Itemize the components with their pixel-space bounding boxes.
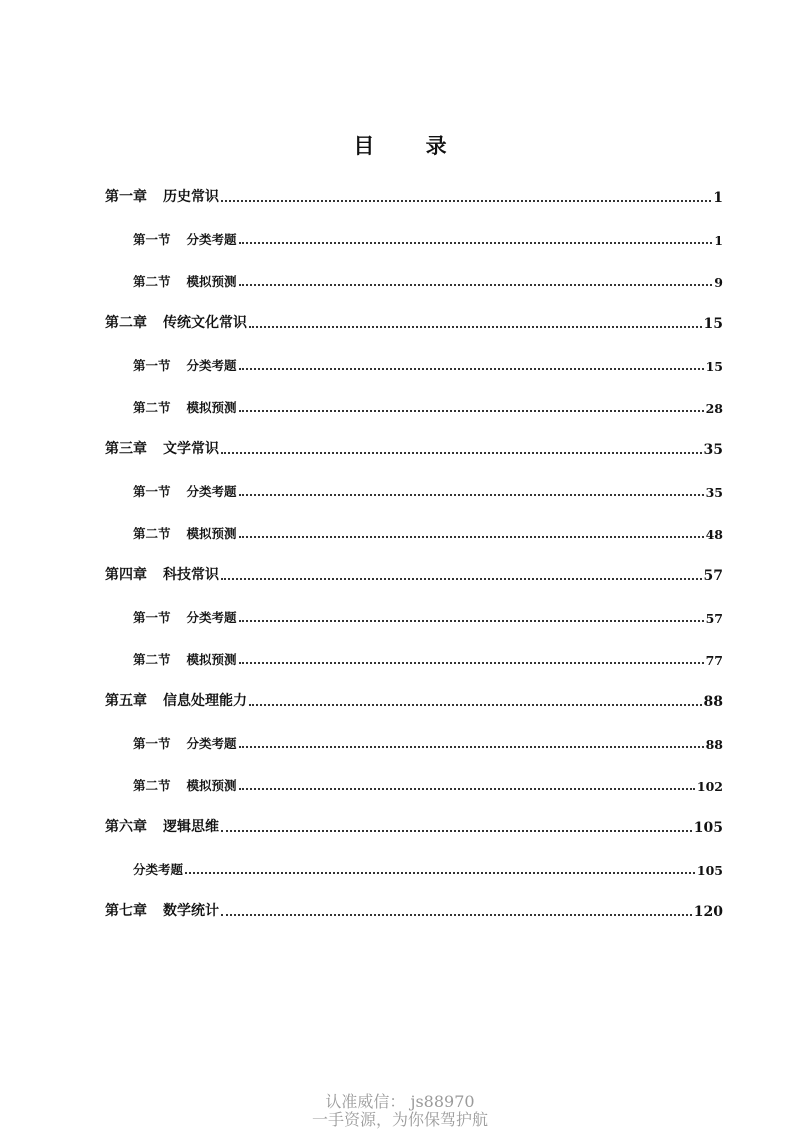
section-title: 分类考题 — [186, 736, 237, 751]
page-number: 57 — [703, 568, 723, 584]
toc-section-entry[interactable] — [133, 520, 723, 542]
dot-leader — [221, 830, 692, 832]
section-number: 第一节 — [133, 610, 171, 625]
section-title: 模拟预测 — [186, 400, 237, 415]
section-title: 模拟预测 — [186, 652, 237, 667]
toc-chapter-entry[interactable] — [105, 184, 723, 206]
section-title: 分类考题 — [186, 610, 237, 625]
page-number: 28 — [705, 401, 723, 416]
page-number: 77 — [705, 653, 723, 668]
toc-section-entry[interactable] — [133, 268, 723, 290]
page-number: 57 — [705, 611, 723, 626]
toc-section-entry[interactable] — [133, 352, 723, 374]
chapter-title: 文学常识 — [163, 441, 219, 457]
dot-leader — [239, 746, 704, 748]
dot-leader — [239, 368, 704, 370]
section-number: 第二节 — [133, 526, 171, 541]
page-number: 1 — [714, 233, 723, 248]
page-number: 1 — [713, 190, 723, 206]
section-number: 第一节 — [133, 484, 171, 499]
section-number: 第二节 — [133, 778, 171, 793]
dot-leader — [239, 620, 704, 622]
section-number: 第二节 — [133, 274, 171, 289]
section-title: 分类考题 — [186, 484, 237, 499]
dot-leader — [249, 704, 702, 706]
chapter-title: 科技常识 — [163, 567, 219, 583]
toc-chapter-entry[interactable] — [105, 688, 723, 710]
chapter-number: 第七章 — [105, 903, 147, 919]
watermark-line-2: 一手资源，为你保驾护航 — [311, 1110, 488, 1129]
toc-chapter-entry[interactable] — [105, 814, 723, 836]
dot-leader — [185, 872, 695, 874]
chapter-title: 信息处理能力 — [163, 693, 247, 709]
dot-leader — [239, 284, 713, 286]
page-number: 102 — [696, 779, 723, 794]
chapter-title: 逻辑思维 — [163, 819, 219, 835]
section-number: 第一节 — [133, 232, 171, 247]
toc-section-entry[interactable] — [133, 730, 723, 752]
section-title: 模拟预测 — [186, 526, 237, 541]
chapter-number: 第五章 — [105, 693, 147, 709]
toc-section-entry[interactable] — [133, 478, 723, 500]
page-number: 15 — [703, 316, 723, 332]
toc-section-entry[interactable] — [133, 604, 723, 626]
toc-section-entry[interactable] — [133, 856, 723, 878]
section-number: 第二节 — [133, 400, 171, 415]
toc-section-entry[interactable] — [133, 226, 723, 248]
page-number: 88 — [705, 737, 723, 752]
chapter-title: 历史常识 — [163, 189, 219, 205]
dot-leader — [221, 200, 711, 202]
chapter-number: 第三章 — [105, 441, 147, 457]
chapter-number: 第二章 — [105, 315, 147, 331]
section-title: 模拟预测 — [186, 274, 237, 289]
dot-leader — [221, 914, 692, 916]
dot-leader — [239, 494, 704, 496]
dot-leader — [239, 788, 695, 790]
page-number: 105 — [693, 820, 723, 836]
chapter-number: 第六章 — [105, 819, 147, 835]
chapter-title: 传统文化常识 — [163, 315, 247, 331]
dot-leader — [239, 410, 704, 412]
section-number: 第一节 — [133, 358, 171, 373]
toc-section-entry[interactable] — [133, 646, 723, 668]
toc-title: 目 录 — [353, 133, 469, 158]
dot-leader — [221, 452, 702, 454]
section-number: 第一节 — [133, 736, 171, 751]
chapter-number: 第四章 — [105, 567, 147, 583]
toc-chapter-entry[interactable] — [105, 436, 723, 458]
toc-section-entry[interactable] — [133, 772, 723, 794]
page-number: 35 — [703, 442, 723, 458]
section-title: 分类考题 — [186, 232, 237, 247]
toc-chapter-entry[interactable] — [105, 310, 723, 332]
watermark-line-1: 认准威信： js88970 — [325, 1092, 475, 1111]
page-number: 48 — [705, 527, 723, 542]
toc-section-entry[interactable] — [133, 394, 723, 416]
page-number: 35 — [705, 485, 723, 500]
dot-leader — [239, 662, 704, 664]
section-number: 第二节 — [133, 652, 171, 667]
dot-leader — [221, 578, 702, 580]
chapter-number: 第一章 — [105, 189, 147, 205]
section-title: 模拟预测 — [186, 778, 237, 793]
section-title: 分类考题 — [133, 862, 184, 877]
toc-chapter-entry[interactable] — [105, 562, 723, 584]
toc-chapter-entry[interactable] — [105, 898, 723, 920]
page-number: 9 — [714, 275, 723, 290]
page-number: 105 — [696, 863, 723, 878]
chapter-title: 数学统计 — [163, 903, 219, 919]
dot-leader — [239, 536, 704, 538]
page-number: 120 — [693, 904, 723, 920]
section-title: 分类考题 — [186, 358, 237, 373]
page-number: 88 — [703, 694, 723, 710]
page-number: 15 — [705, 359, 723, 374]
dot-leader — [249, 326, 702, 328]
dot-leader — [239, 242, 713, 244]
